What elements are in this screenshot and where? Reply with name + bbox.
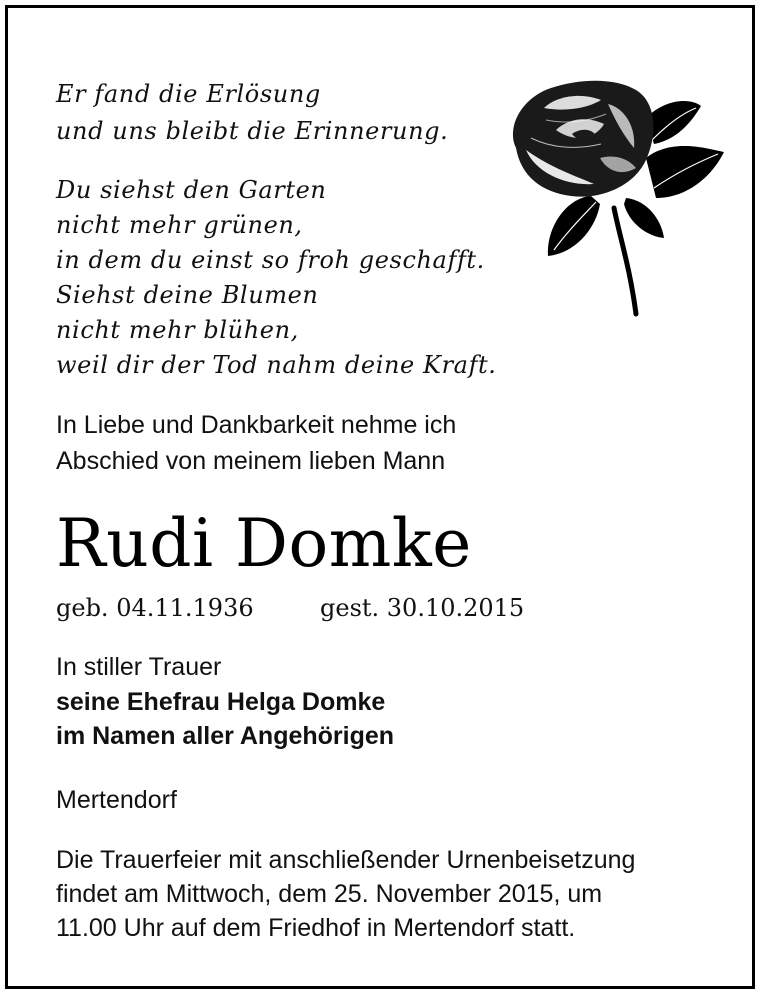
intro-line: Abschied von meinem lieben Mann (56, 447, 446, 475)
ceremony-line: Die Trauerfeier mit anschließender Urnenbeisetzung (56, 846, 636, 874)
poem-line: nicht mehr grünen, (56, 211, 303, 239)
poem-line: Er fand die Erlösung (56, 80, 321, 108)
place: Mertendorf (56, 786, 177, 814)
mourner-line: im Namen aller Angehörigen (56, 722, 395, 750)
mourner-line: seine Ehefrau Helga Domke (56, 688, 386, 716)
obituary-notice (5, 5, 755, 989)
intro-line: In Liebe und Dankbarkeit nehme ich (56, 411, 457, 439)
poem-line: in dem du einst so froh geschafft. (56, 246, 485, 274)
poem-line: Du siehst den Garten (56, 176, 327, 204)
poem-line: und uns bleibt die Erinnerung. (56, 117, 449, 145)
ceremony-line: findet am Mittwoch, dem 25. November 2015, um (56, 880, 603, 908)
poem-line: weil dir der Tod nahm deine Kraft. (56, 351, 497, 379)
deceased-name: Rudi Domke (56, 505, 472, 582)
rose-icon (496, 78, 728, 320)
poem-line: Siehst deine Blumen (56, 281, 319, 309)
ceremony-line: 11.00 Uhr auf dem Friedhof in Mertendorf statt. (56, 914, 576, 942)
death-date: gest. 30.10.2015 (320, 594, 525, 622)
birth-date: geb. 04.11.1936 (56, 594, 254, 622)
poem-line: nicht mehr blühen, (56, 316, 299, 344)
mourners-intro: In stiller Trauer (56, 653, 222, 681)
